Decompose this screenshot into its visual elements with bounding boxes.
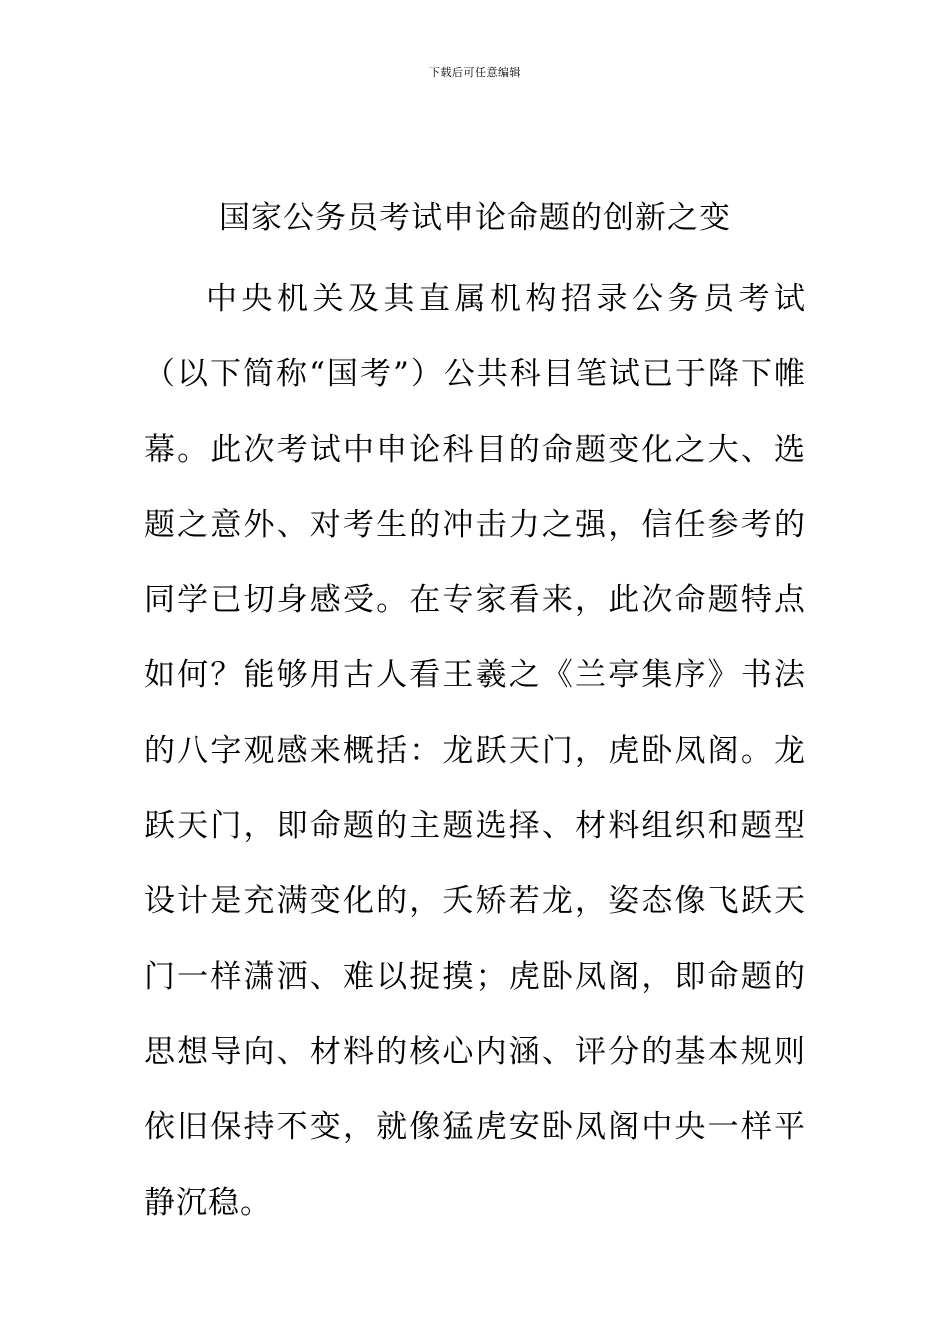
page-header-note: 下载后可任意编辑 <box>429 66 521 79</box>
document-title: 国家公务员考试申论命题的创新之变 <box>219 200 731 236</box>
body-paragraph: 中央机关及其直属机构招录公务员考试（以下简称“国考”）公共科目笔试已于降下帷幕。此次考试中申论科目的命题变化之大、选题之意外、对考生的冲击力之强，信任参考的同学已切身感受。在专家看来，此次命题特点如何？能够用古人看王羲之《兰亭集序》书法的八字观感来概括：龙跃天门，虎卧凤阁。龙跃天门，即命题的主题选择、材料组织和题型设计是充满变化的，夭矫若龙，姿态像飞跃天门一样潇洒、难以捉摸；虎卧凤阁，即命题的思想导向、材料的核心内涵、评分的基本规则依旧保持不变，就像猛虎安卧凤阁中央一样平静沉稳。 <box>144 281 806 1221</box>
